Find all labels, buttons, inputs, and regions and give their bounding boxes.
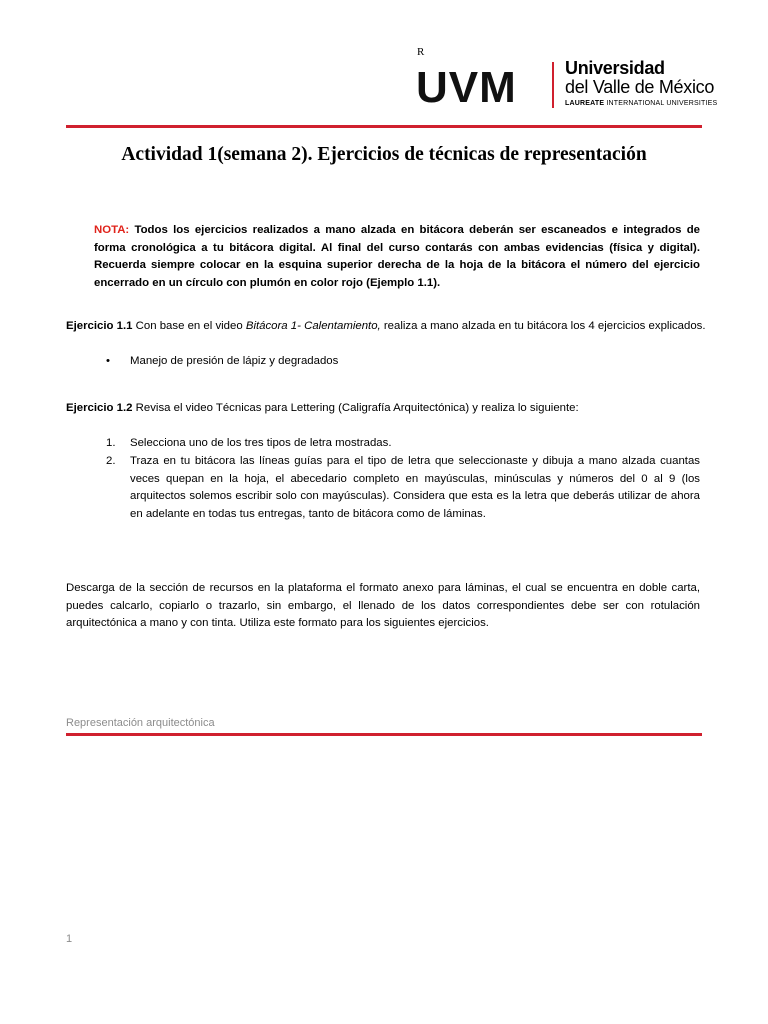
exercise-1-2-text: Revisa el video Técnicas para Lettering (Caligrafía Arquitectónica) y realiza lo siguiente: (132, 402, 579, 414)
exercise-1-1-text-before: Con base en el video (132, 320, 246, 332)
download-instructions: Descarga de la sección de recursos en la plataforma el formato anexo para láminas, el cual se encuentra en doble carta, puedes calcarlo, copiarlo o trazarlo, sin embargo, el llenado de los datos correspondientes debe ser con rotulación arquitectónica a mano y con tinta. Utiliza este formato para los siguientes ejercicios. (66, 582, 700, 629)
bullet-dot: • (106, 355, 110, 367)
logo-tagline-bold: LAUREATE (565, 100, 605, 107)
university-name-line2: del Valle de México (565, 77, 715, 97)
list-item-number: 1. (106, 437, 116, 449)
exercise-1-2 (66, 400, 579, 418)
footer-rule (66, 733, 702, 736)
document-title: Actividad 1(semana 2). Ejercicios de técnicas de representación (121, 144, 647, 165)
exercise-1-1-text-after: realiza a mano alzada en tu bitácora los 4 ejercicios explicados. (380, 320, 706, 332)
exercise-1-1-video-title: Bitácora 1- Calentamiento, (245, 320, 381, 332)
note-text: Todos los ejercicios realizados a mano alzada en bitácora deberán ser escaneados e integrados de forma cronológica a tu bitácora digital. Al final del curso contarás con ambas evidencias (física y digital). Recuerda siempre colocar en la esquina superior derecha de la hoja de la bitácora el número del ejercicio encerrado en un círculo con plumón en color rojo (Ejemplo 1.1). (94, 224, 700, 289)
logo-divider (552, 62, 554, 108)
exercise-1-1-label: Ejercicio 1.1 (66, 320, 133, 332)
uvm-logo (416, 66, 540, 106)
exercise-1-2-label: Ejercicio 1.2 (66, 402, 133, 414)
list-item-text: Selecciona uno de los tres tipos de letra mostradas. (130, 437, 392, 449)
note-paragraph (94, 222, 700, 292)
list-item-number: 2. (106, 455, 116, 467)
logo-tagline (565, 100, 717, 107)
header-rule (66, 125, 702, 128)
bullet-item: Manejo de presión de lápiz y degradados (130, 355, 339, 367)
logo-tagline-rest: INTERNATIONAL UNIVERSITIES (604, 100, 718, 107)
uvm-logo-text: UVM (416, 66, 517, 106)
note-label: NOTA: (94, 224, 130, 236)
footer-course-name: Representación arquitectónica (66, 717, 215, 729)
list-item-text: Traza en tu bitácora las líneas guías para el tipo de letra que seleccionaste y dibuja a mano alzada cuantas veces quepan en la hoja, el abecedario completo en mayúsculas, minúsculas y números del 0 al 9 (los arquitectos solemos escribir solo con mayúsculas). Considera que esta es la letra que deberás utilizar de ahora en adelante en todas tus entregas, tanto de bitácora como de láminas. (130, 455, 700, 520)
exercise-1-1 (66, 318, 706, 336)
page-number: 1 (66, 933, 73, 945)
registered-mark: R (417, 46, 425, 58)
university-name-line1: Universidad (565, 58, 665, 78)
